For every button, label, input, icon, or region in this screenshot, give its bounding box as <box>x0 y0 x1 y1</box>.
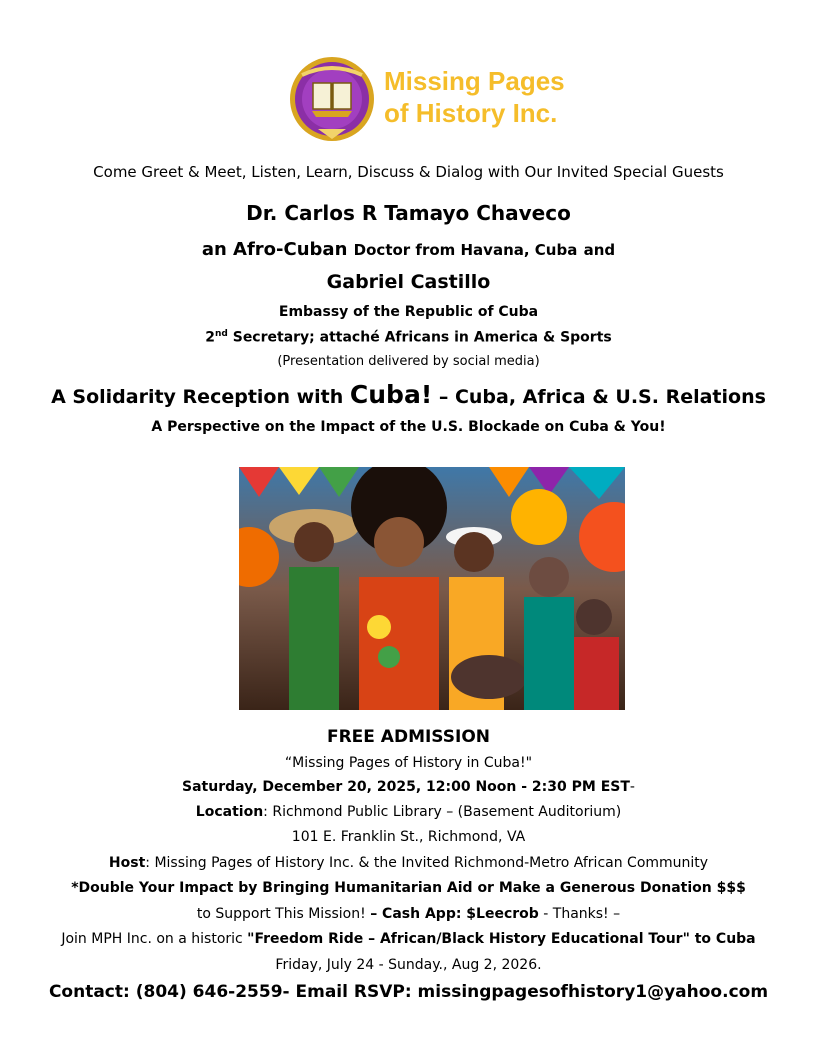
tour-dates: Friday, July 24 - Sunday., Aug 2, 2026. <box>275 957 542 973</box>
intro-text: Come Greet & Meet, Listen, Learn, Discuss & Dialog with Our Invited Special Guests <box>93 163 724 181</box>
org-name-line1: Missing Pages <box>384 66 565 96</box>
location-label: Location <box>195 804 264 820</box>
festival-illustration <box>239 467 625 710</box>
join-part1: Join MPH Inc. on a historic <box>61 931 248 947</box>
free-admission: FREE ADMISSION <box>326 727 491 747</box>
datetime-bold: Saturday, December 20, 2025, 12:00 Noon - 2:30 PM EST <box>182 779 630 795</box>
guest2-title-num: 2 <box>205 329 215 346</box>
guest1-desc-part1: an Afro-Cuban <box>201 239 348 260</box>
guest2-name: Gabriel Castillo <box>326 271 491 293</box>
book-seal-icon <box>288 55 376 143</box>
festival-photo <box>239 467 625 710</box>
event-datetime <box>0 779 817 795</box>
org-name-line2: of History Inc. <box>384 98 558 128</box>
tour-invite <box>0 931 817 947</box>
perspective-subtitle: A Perspective on the Impact of the U.S. Blockade on Cuba & You! <box>151 419 666 435</box>
headline-cuba: Cuba! <box>349 380 433 409</box>
support-part2: - Thanks! – <box>538 906 621 922</box>
presentation-note: (Presentation delivered by social media) <box>277 354 540 369</box>
contact-info: Contact: (804) 646-2559- Email RSVP: missingpagesofhistory1@yahoo.com <box>48 982 769 1002</box>
organization-logo <box>288 55 588 143</box>
guest2-title <box>0 329 817 346</box>
guest1-name: Dr. Carlos R Tamayo Chaveco <box>246 201 571 225</box>
host-label: Host <box>108 855 146 871</box>
tour-name: "Freedom Ride – African/Black History Educational Tour" to Cuba <box>247 931 756 947</box>
location-value: : Richmond Public Library – (Basement Auditorium) <box>263 804 622 820</box>
guest2-title-sup: nd <box>215 329 228 339</box>
guest2-organization: Embassy of the Republic of Cuba <box>278 304 539 320</box>
guest1-description <box>0 239 817 260</box>
event-address: 101 E. Franklin St., Richmond, VA <box>291 829 526 845</box>
headline-part2: – Cuba, Africa & U.S. Relations <box>432 386 766 408</box>
guest1-desc-part3: and <box>583 241 616 259</box>
host-value: : Missing Pages of History Inc. & the Invited Richmond-Metro African Community <box>145 855 709 871</box>
event-location <box>0 804 817 820</box>
donation-appeal: *Double Your Impact by Bringing Humanitarian Aid or Make a Generous Donation $$$ <box>71 880 746 896</box>
guest1-desc-part2: Doctor from Havana, Cuba <box>353 241 578 259</box>
headline-part1: A Solidarity Reception with <box>51 386 350 408</box>
organization-name <box>384 65 565 129</box>
support-line <box>0 906 817 922</box>
support-part1: to Support This Mission! <box>196 906 371 922</box>
guest2-title-rest: Secretary; attaché Africans in America & Sports <box>227 329 612 346</box>
cash-app: – Cash App: $Leecrob <box>370 906 539 922</box>
headline <box>0 380 817 409</box>
event-title: “Missing Pages of History in Cuba!" <box>284 755 533 771</box>
event-host <box>0 855 817 871</box>
datetime-tail: - <box>629 779 635 795</box>
